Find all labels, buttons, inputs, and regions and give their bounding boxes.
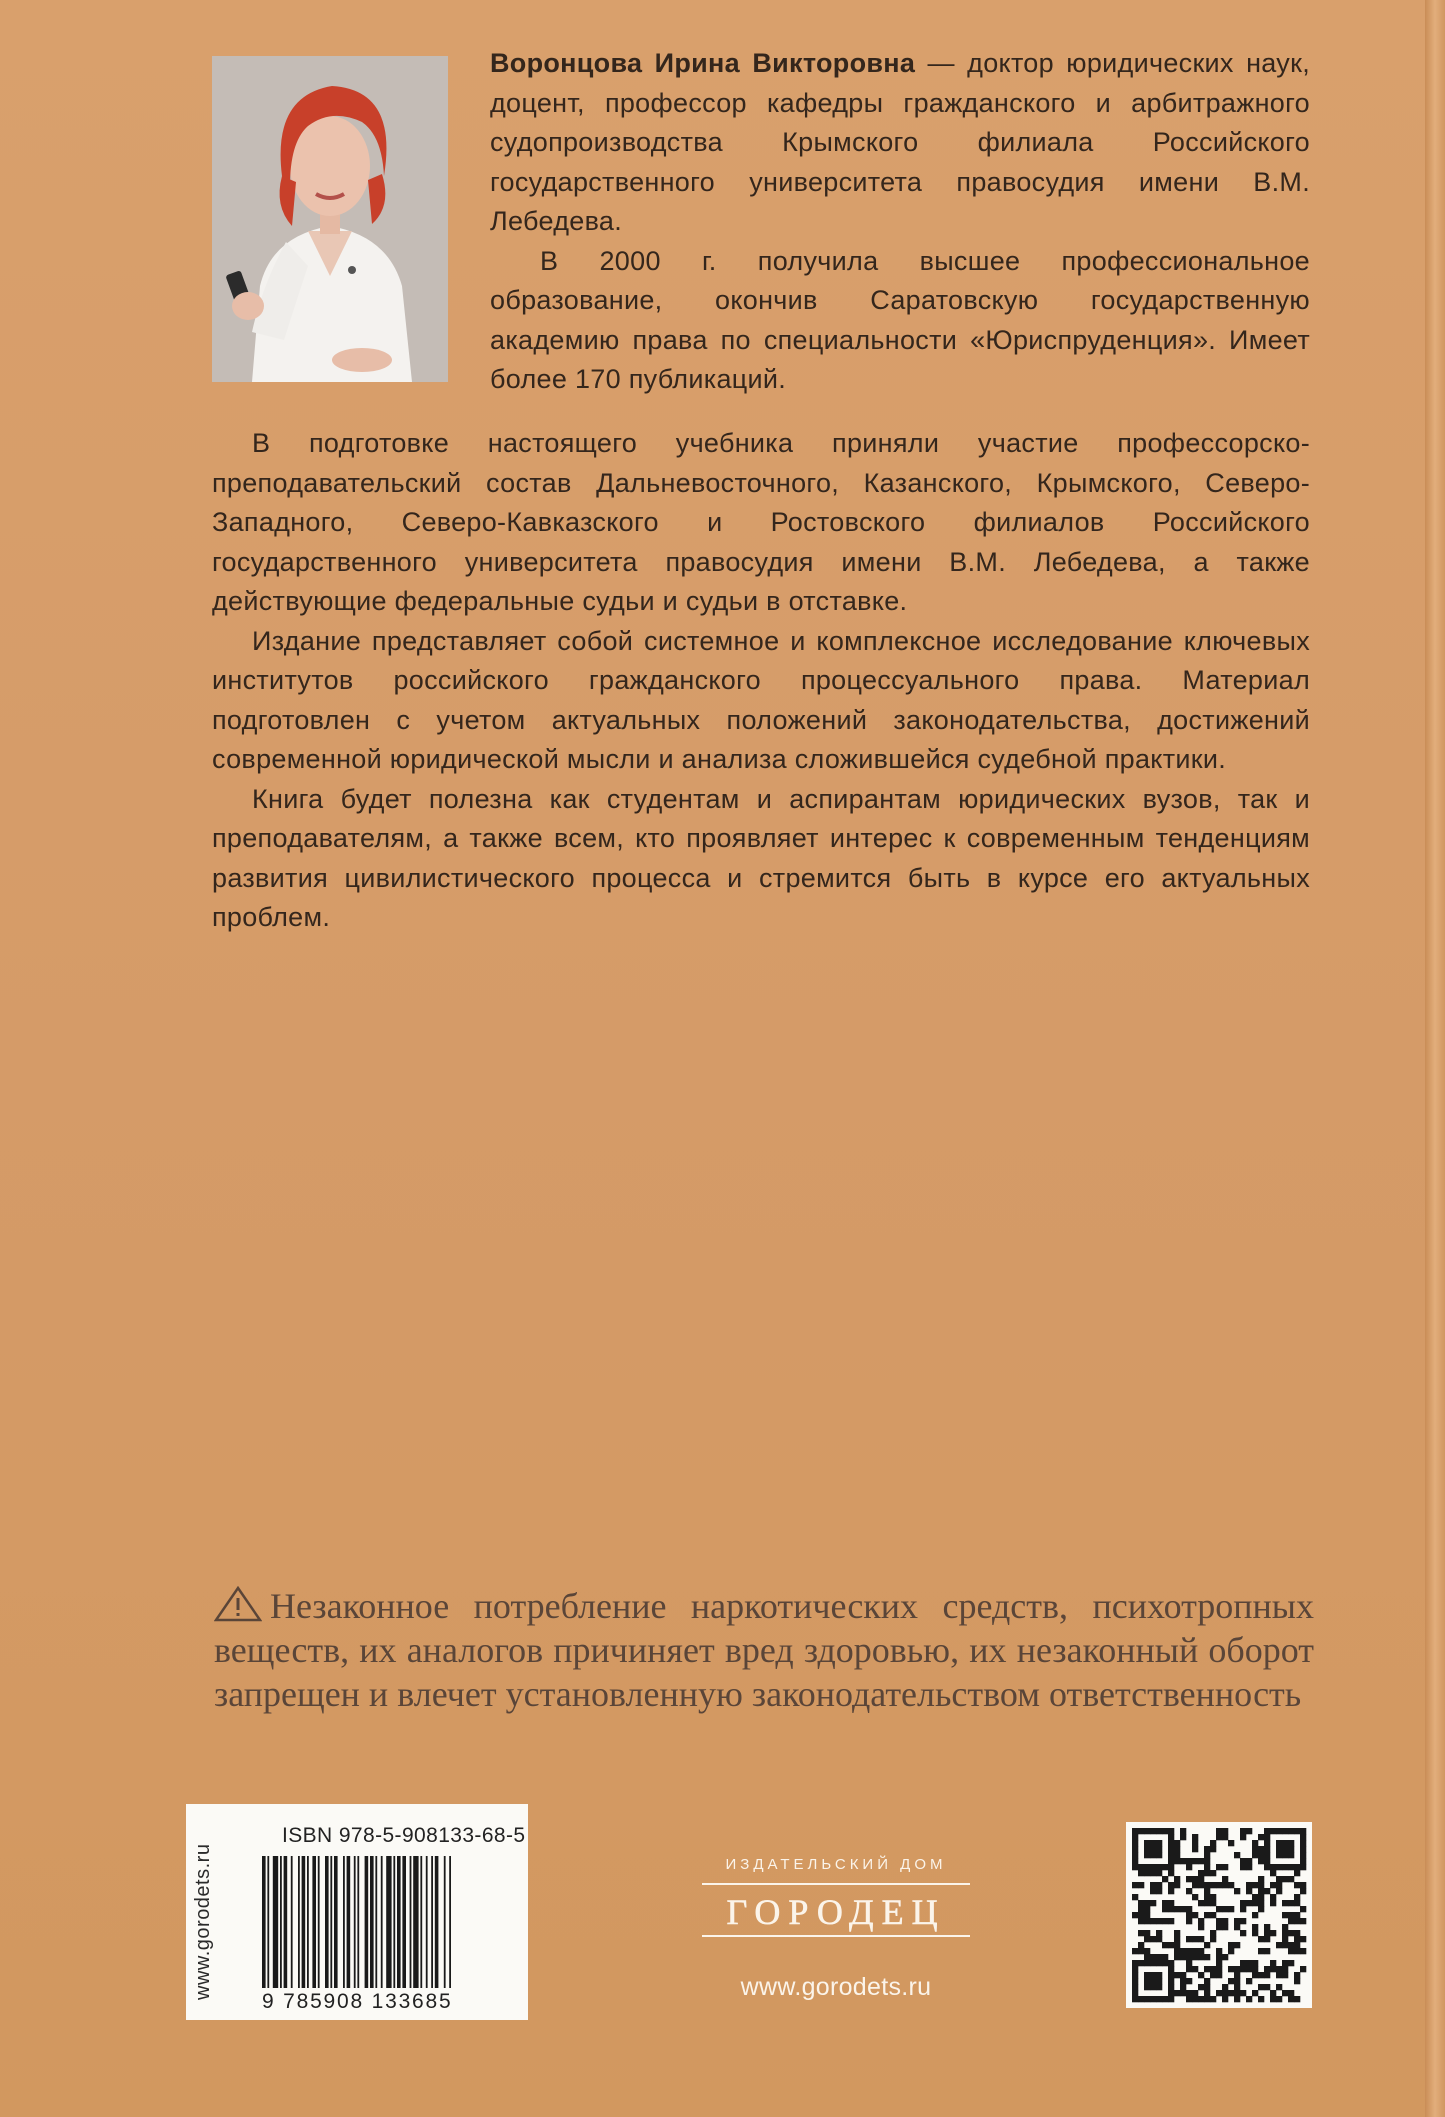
author-photo bbox=[212, 56, 448, 382]
author-bio bbox=[490, 44, 1310, 400]
author-name: Воронцова Ирина Викторовна bbox=[490, 48, 916, 78]
isbn-text: ISBN 978-5-908133-68-5 bbox=[282, 1824, 526, 1847]
author-bio-first: — доктор юридических наук, доцент, профессор кафедры гражданского и арбитражного судопроизводства Крымского филиала Российского государственного университета правосудия имени В.М. Лебедева. bbox=[490, 48, 1311, 236]
qr-code bbox=[1126, 1822, 1312, 2008]
warning-triangle-icon bbox=[214, 1586, 262, 1622]
publisher-logo-text: ГОРОДЕЦ bbox=[726, 1892, 946, 1932]
qr-code-icon bbox=[1126, 1822, 1312, 2008]
publisher-logo bbox=[700, 1880, 972, 1940]
description-paragraph-1: В подготовке настоящего учебника приняли участие профессорско-преподавательский состав Дальневосточного, Казанского, Крымского, Северо-Западного, Северо-Кавказского и Ростовского филиалов Российского государственного университета правосудия имени В.М. Лебедева, а также действующие федеральные судьи и судьи в отставке. bbox=[212, 428, 1310, 616]
drug-warning bbox=[214, 1584, 1314, 1716]
spine-edge bbox=[1425, 0, 1445, 2117]
barcode-digits: 9 785908 133685 bbox=[262, 1990, 453, 2013]
publisher-url: www.gorodets.ru bbox=[740, 1973, 932, 2001]
author-portrait-illustration bbox=[212, 56, 448, 382]
publisher-caption: ИЗДАТЕЛЬСКИЙ ДОМ bbox=[725, 1856, 947, 1873]
description-paragraph-3: Книга будет полезна как студентам и аспирантам юридических вузов, так и преподавателям, а также всем, кто проявляет интерес к современным тенденциям развития цивилистического процесса и стремится быть в курсе его актуальных проблем. bbox=[212, 783, 1310, 932]
warning-text: Незаконное потребление наркотических средств, психотропных веществ, их аналогов причиняет вред здоровью, их незаконный оборот запрещен и влечет установленную законодательством ответственность bbox=[214, 1586, 1314, 1714]
author-bio-second: В 2000 г. получила высшее профессиональное образование, окончив Саратовскую государственную академию права по специальности «Юриспруденция». Имеет более 170 публикаций. bbox=[490, 245, 1310, 394]
barcode-icon bbox=[262, 1856, 520, 1988]
book-description bbox=[212, 424, 1310, 938]
description-paragraph-2: Издание представляет собой системное и комплексное исследование ключевых институтов российского гражданского процессуального права. Материал подготовлен с учетом актуальных положений законодательства, достижений современной юридической мысли и анализа сложившейся судебной практики. bbox=[212, 625, 1310, 774]
barcode-site-url: www.gorodets.ru bbox=[192, 1843, 214, 2000]
